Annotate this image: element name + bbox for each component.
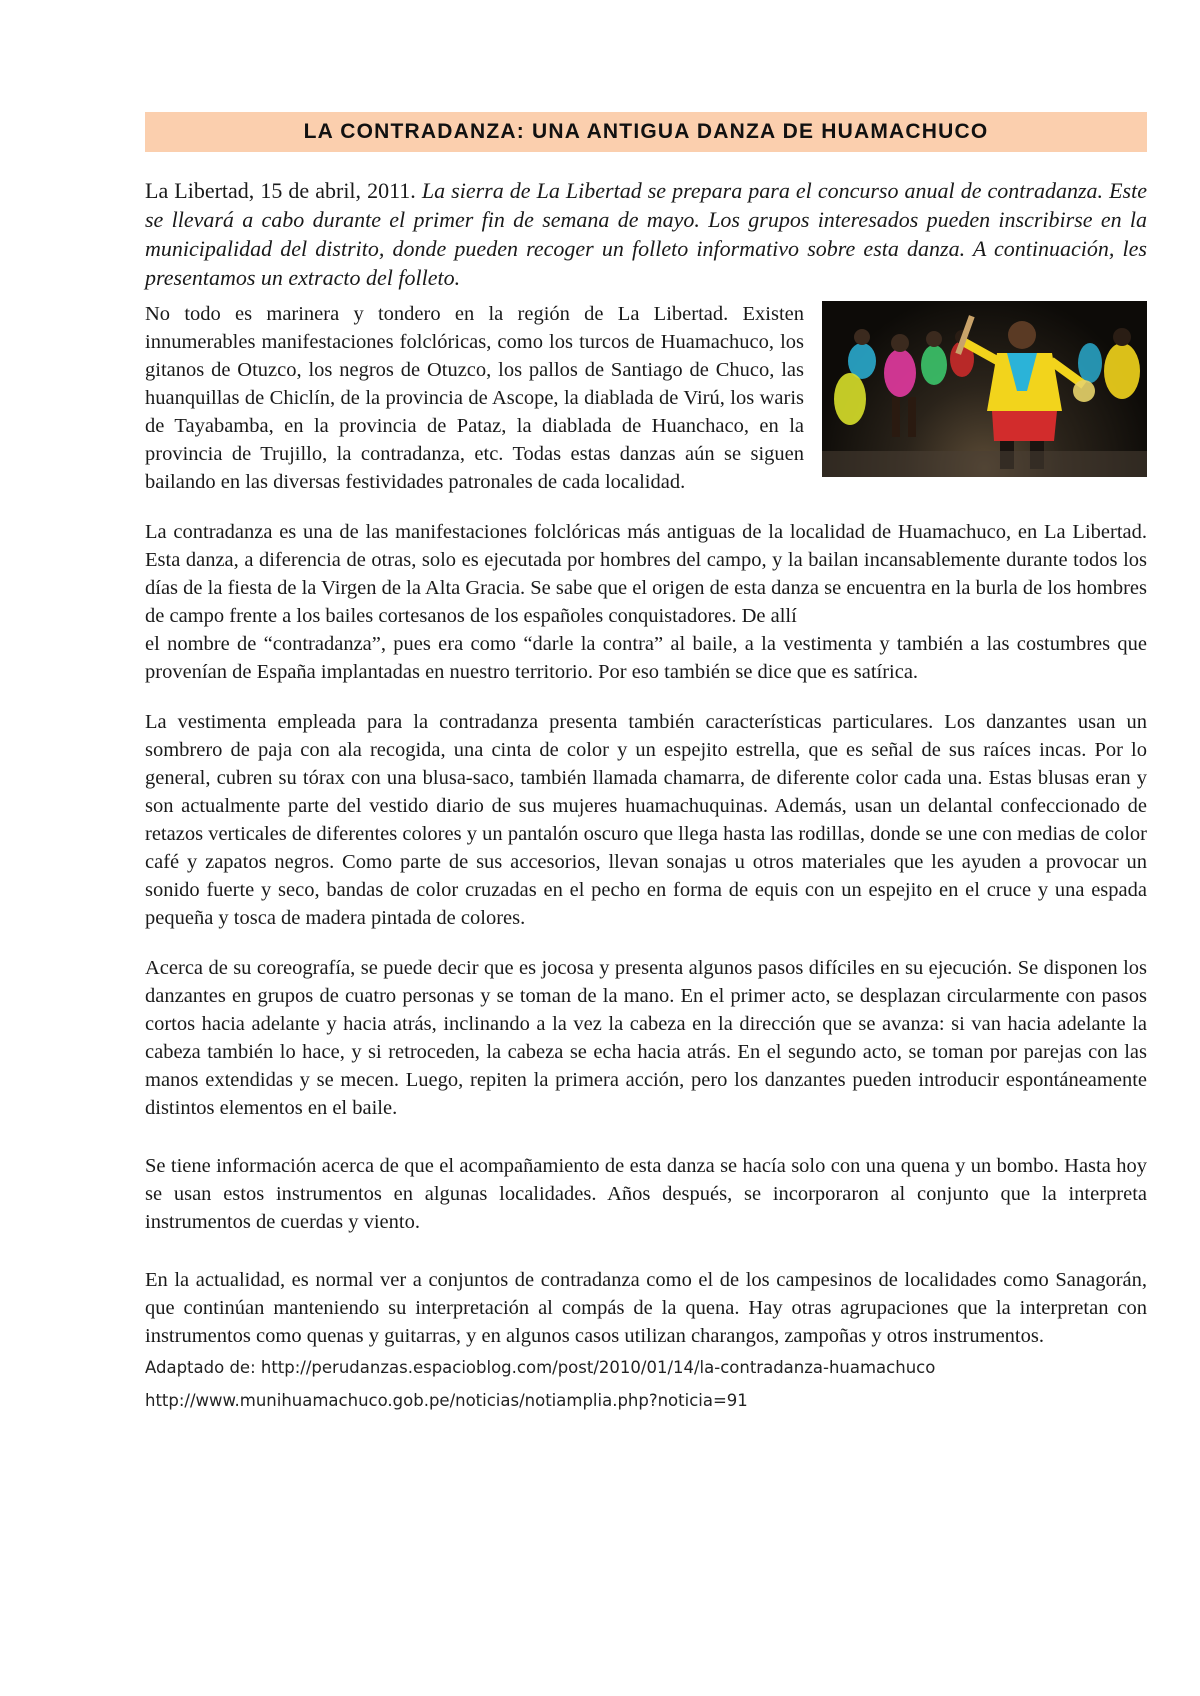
- paragraph-2b: el nombre de “contradanza”, pues era como “darle la contra” al baile, a la vestimenta y también a las costumbres que provenían de España implantadas en nuestro territorio. Por eso también se dice que es satírica.: [145, 633, 1147, 683]
- source-link-1[interactable]: Adaptado de: http://perudanzas.espacioblog.com/post/2010/01/14/la-contradanza-huamachuco: [145, 1358, 936, 1377]
- intro-paragraph: [145, 176, 1147, 292]
- intro-body: La sierra de La Libertad se prepara para el concurso anual de contradanza. Este se llevará a cabo durante el primer fin de semana de mayo. Los grupos interesados pueden inscribirse en la municipalidad del distrito, donde pueden recoger un folleto informativo sobre esta danza. A continuación, les presentamos un extracto del folleto.: [145, 178, 1147, 290]
- dancers-photo-image: [822, 301, 1147, 477]
- paragraph-2a: La contradanza es una de las manifestaciones folclóricas más antiguas de la localidad de Huamachuco, en La Libertad. Esta danza, a diferencia de otras, solo es ejecutada por hombres del campo, y la bailan incansablemente durante todos los días de la fiesta de la Virgen de la Alta Gracia. Se sabe que el origen de esta danza se encuentra en la burla de los hombres de campo frente a los bailes cortesanos de los españoles conquistadores. De allí: [145, 521, 1147, 627]
- paragraph-3: La vestimenta empleada para la contradanza presenta también características particulares. Los danzantes usan un sombrero de paja con ala recogida, una cinta de color y un espejito estrella, que es señal de sus raíces incas. Por lo general, cubren su tórax con una blusa-saco, también llamada chamarra, de diferente color cada una. Estas blusas eran y son actualmente parte del vestido diario de sus mujeres huamachuquinas. Además, usan un delantal confeccionado de retazos verticales de diferentes colores y un pantalón oscuro que llega hasta las rodillas, donde se une con medias de color café y zapatos negros. Como parte de sus accesorios, llevan sonajas u otros materiales que les ayuden a provocar un sonido fuerte y seco, bandas de color cruzadas en el pecho en forma de equis con un espejito en el cruce y una espada pequeña y tosca de madera pintada de colores.: [145, 711, 1147, 929]
- intro-dateline: La Libertad, 15 de abril, 2011.: [145, 178, 416, 203]
- page-title: LA CONTRADANZA: UNA ANTIGUA DANZA DE HUAMACHUCO: [303, 120, 989, 143]
- paragraph-4: Acerca de su coreografía, se puede decir que es jocosa y presenta algunos pasos difíciles en su ejecución. Se disponen los danzantes en grupos de cuatro personas y se toman de la mano. En el primer acto, se desplazan circularmente con pasos cortos hacia adelante y hacia atrás, inclinando a la vez la cabeza en la dirección que se avanza: si van hacia adelante la cabeza también lo hace, y si retroceden, la cabeza se echa hacia atrás. En el segundo acto, se toman por parejas con las manos extendidas y se mecen. Luego, repiten la primera acción, pero los danzantes pueden introducir espontáneamente distintos elementos en el baile.: [145, 957, 1147, 1119]
- dancers-photo: [822, 301, 1147, 477]
- paragraph-6: En la actualidad, es normal ver a conjuntos de contradanza como el de los campesinos de localidades como Sanagorán, que continúan manteniendo su interpretación al compás de la quena. Hay otras agrupaciones que la interpretan con instrumentos como quenas y guitarras, y en algunos casos utilizan charangos, zampoñas y otros instrumentos.: [145, 1269, 1147, 1347]
- paragraph-1: No todo es marinera y tondero en la región de La Libertad. Existen innumerables manifestaciones folclóricas, como los turcos de Huamachuco, los gitanos de Otuzco, los negros de Otuzco, los pallos de Santiago de Chuco, las huanquillas de Chiclín, de la provincia de Ascope, la diablada de Virú, los waris de Tayabamba, en la provincia de Pataz, la diablada de Huanchaco, en la provincia de Trujillo, la contradanza, etc. Todas estas danzas aún se siguen bailando en las diversas festividades patronales de cada localidad.: [145, 303, 804, 493]
- document-page: [145, 112, 1147, 1410]
- paragraph-5: Se tiene información acerca de que el acompañamiento de esta danza se hacía solo con una quena y un bombo. Hasta hoy se usan estos instrumentos en algunas localidades. Años después, se incorporaron al conjunto que la interpreta instrumentos de cuerdas y viento.: [145, 1155, 1147, 1233]
- section-with-photo: [145, 300, 1147, 496]
- title-banner: [145, 112, 1147, 152]
- source-link-2[interactable]: http://www.munihuamachuco.gob.pe/noticias/notiamplia.php?noticia=91: [145, 1391, 748, 1410]
